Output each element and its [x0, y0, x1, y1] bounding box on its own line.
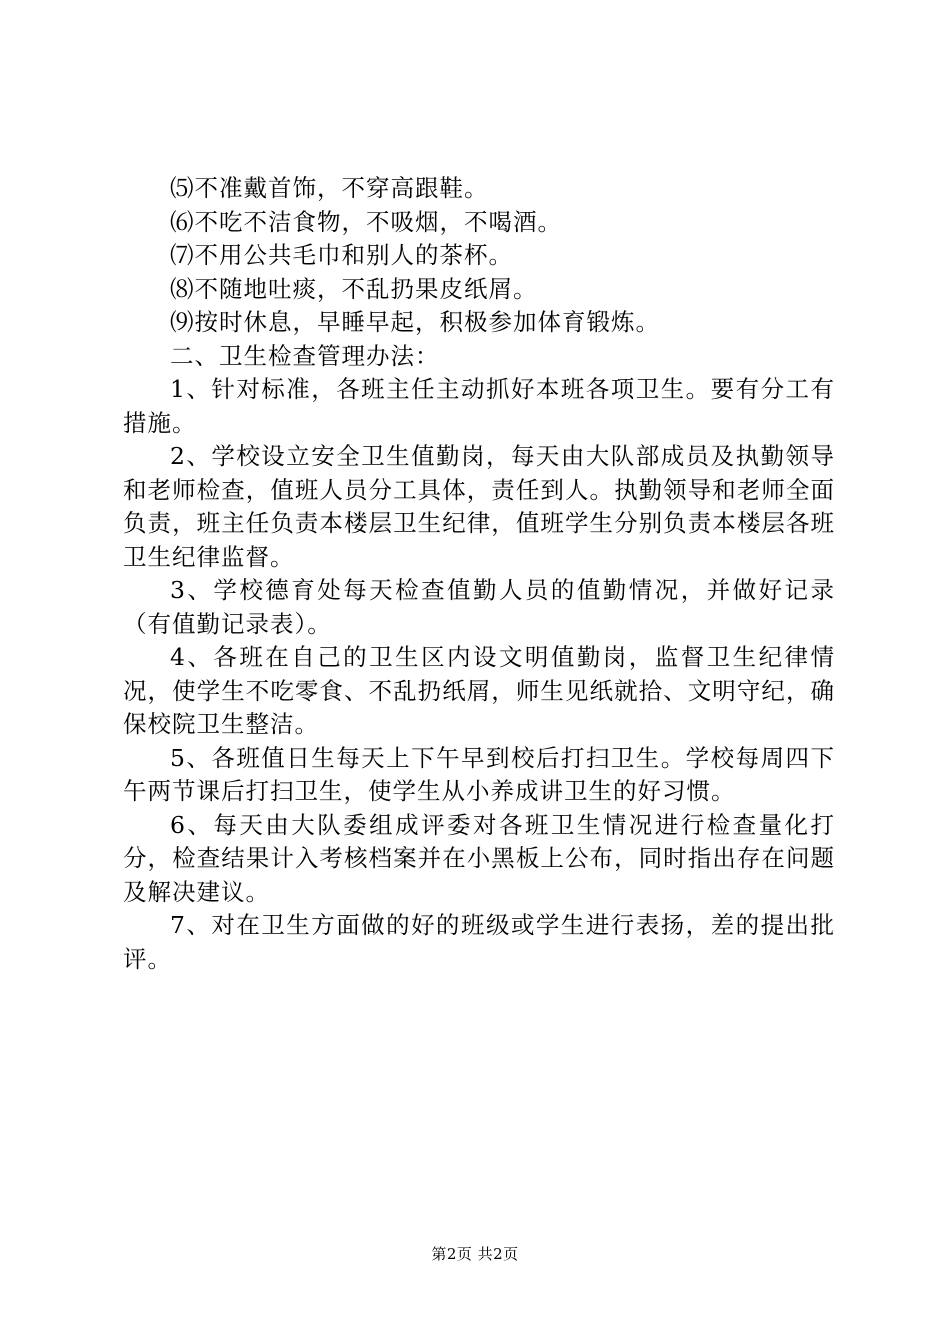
- paragraph-item-2: 2、学校设立安全卫生值勤岗，每天由大队部成员及执勤领导和老师检查，值班人员分工具体，责任到人。执勤领导和老师全面负责，班主任负责本楼层卫生纪律，值班学生分别负责本楼层各班卫生纪律监督。: [123, 442, 835, 571]
- paragraph-item-3: 3、学校德育处每天检查值勤人员的值勤情况，并做好记录（有值勤记录表）。: [123, 576, 835, 638]
- paragraph-rule-9: ⑼按时休息，早睡早起，积极参加体育锻炼。: [170, 308, 660, 336]
- paragraph-rule-8: ⑻不随地吐痰，不乱扔果皮纸屑。: [170, 274, 538, 303]
- paragraph-rule-6: ⑹不吃不洁食物，不吸烟，不喝酒。: [170, 207, 562, 236]
- paragraph-rule-5: ⑸不准戴首饰，不穿高跟鞋。: [170, 174, 489, 202]
- page-number-footer: 第2页 共2页: [431, 1245, 519, 1263]
- paragraph-item-5: 5、各班值日生每天上下午早到校后打扫卫生。学校每周四下午两节课后打扫卫生，使学生从小养成讲卫生的好习惯。: [123, 743, 835, 805]
- paragraph-item-6: 6、每天由大队委组成评委对各班卫生情况进行检查量化打分，检查结果计入考核档案并在小黑板上公布，同时指出存在问题及解决建议。: [123, 810, 835, 906]
- paragraph-item-4: 4、各班在自己的卫生区内设文明值勤岗，监督卫生纪律情况，使学生不吃零食、不乱扔纸屑，师生见纸就拾、文明守纪，确保校院卫生整洁。: [123, 643, 835, 738]
- paragraph-rule-7: ⑺不用公共毛巾和别人的茶杯。: [170, 241, 513, 269]
- document-body: [123, 172, 835, 976]
- section-heading: 二、卫生检查管理办法：: [170, 341, 440, 370]
- paragraph-item-1: 1、针对标准，各班主任主动抓好本班各项卫生。要有分工有措施。: [123, 375, 835, 437]
- paragraph-item-7: 7、对在卫生方面做的好的班级或学生进行表扬，差的提出批评。: [123, 911, 835, 973]
